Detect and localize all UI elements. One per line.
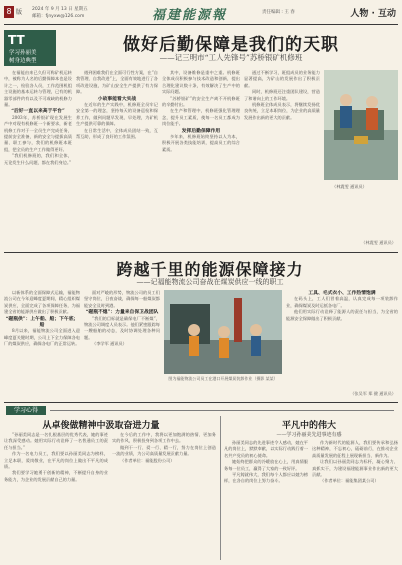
story1-headline: 做好后勤保障是我们的天职 <box>123 35 339 55</box>
page-number: 8 <box>4 6 14 18</box>
story2-byline: （张吴军 郑 健 通讯员） <box>350 391 396 396</box>
port-photo-illustration <box>164 290 282 374</box>
paragraph: （李学军 通讯员） <box>92 341 127 347</box>
story2-column-1 <box>4 290 80 398</box>
paragraph: 在今后的工作中，我将以更加饱满的热情、更加务实的作风，积极投身到各项工作中去。 <box>112 432 216 444</box>
responsible-editor: 责任编辑 : 王 春 <box>262 10 295 15</box>
paragraph: “孙丽美同志是一名扎根基层的优秀代表，她的事迹让我深受感动。她用实际行动诠释了一名普通员工的责任与担当。” <box>4 432 108 450</box>
paragraph: 遇到困难我们在全面可行性方案，在“自我管理、自我改进”上，全面有效地进行了各项改进设施，为矿山安全生产提供了有力保障。 <box>76 70 158 95</box>
story1-photo <box>324 70 398 180</box>
paragraph: 他们用实际行动诠释了能源人的责任与担当，为全省的能源安全保障做出了积极贡献。 <box>286 309 398 321</box>
masthead <box>4 4 398 25</box>
story4-headline: 平凡中的伟大 <box>281 421 336 431</box>
story4-column-1 <box>224 440 308 560</box>
story3-column-1 <box>4 432 108 560</box>
paragraph: 在近年的生产实践中，机修班全员牢记安全第一的理念，坚持每天的设备巡检和保养工作，做到问题早发现、早处理，为矿机生产提供可靠的保障。 <box>76 102 158 127</box>
paragraph: “我们的目标就是确保电厂不断煤”，物流公司调度人员表示。他们紧密跟踪每一艘船舶的动态，及时协调处理各种问题。 <box>84 315 160 340</box>
paragraph: （林震雯 通讯员） <box>332 184 367 189</box>
paragraph: 8月以来，福能物流公司全面进入迎峰度夏关键时期，公司上下全力保障各电厂的煤炭供应，确保各电厂的正常运转。 <box>4 328 80 347</box>
story2-column-2 <box>84 290 160 398</box>
column-tag: 学习心得 <box>6 406 46 415</box>
story2-photo-caption: 图为福能物流公司员工在港口开展煤炭装卸作业（摄影 某某） <box>168 376 278 381</box>
story4-column-2 <box>312 440 398 560</box>
paragraph: 我们要学习她勇于创新的精神，不断提升自身的业务能力，为企业的发展贡献自己的力量。 <box>4 470 108 482</box>
section-heading: 小故事能看大实战 <box>97 95 137 102</box>
paragraph: 做到干一行、爱一行、精一行，努力在岗位上创造一流的业绩，为公司高质量发展贡献力量。 <box>112 444 216 457</box>
paragraph: 面对严峻的形势，物流公司的员工们坚守岗位，日夜奋战，确保每一船煤炭都能安全及时到港。 <box>84 290 160 308</box>
paragraph: 通过不断学习，班组成员的业务能力显著提高，为矿山的发展作出了积极贡献。 <box>244 70 320 88</box>
paragraph: 其中，设备维修是重中之重。机修班全体成员积极参与技术改造和创新，提出合理化建议数十条，有效解决了生产中的实际问题。 <box>162 70 240 95</box>
story3-column-2 <box>112 432 216 560</box>
paragraph: 作为一名电力员工，我们要以孙丽美同志为榜样，立足本职，爱岗敬业，在平凡的岗位上做出不平凡的成绩。 <box>4 451 108 470</box>
story1-column-3 <box>162 70 240 248</box>
section-heading: 工具、毛式衣小、工作热情饱满 <box>308 290 376 296</box>
paragraph: 平凡铸就伟大，我们每个人都应以她为榜样，在各自的岗位上努力奋斗。 <box>224 472 308 484</box>
paragraph: 作为新时代的能源人，我们要传承和弘扬这种精神，不忘初心，砥砺前行，在推动企业高质量发展的征程上展现新担当、新作为。 <box>312 440 398 458</box>
paragraph: 机修班全体成员表示，将继续发扬优良传统，立足本职岗位，为企业的高质量发展作出新的更大的贡献。 <box>244 102 320 120</box>
paragraph: 在生产和管理中，机修班强化管理理念，提升员工素质，使每一名员工都成为岗位能手。 <box>162 108 240 127</box>
story4-subhead: ——学习孙丽美先进事迹有感 <box>276 432 342 438</box>
paragraph: 在码头上，工人们冒着高温，认真完成每一项装卸作业，确保煤炭及时运抵各电厂。 <box>286 296 398 308</box>
paragraph: （作者单位：福能股份公司） <box>120 457 175 463</box>
story1-subhead: ——记三明市“工人先锋号”苏桥银矿机修班 <box>159 53 303 62</box>
story1-column-5 <box>324 184 398 248</box>
story2-subhead: ——记福能物流公司奋战在煤炭供应一线的职工 <box>136 278 284 286</box>
story1-byline: （林震雯 通讯员） <box>361 240 396 245</box>
paragraph: 同时，机修班还注重团队建设，营造了和谐向上的工作环境。 <box>244 89 320 101</box>
paragraph: “苏桥银矿”的安全生产离不开机修班的辛勤付出。 <box>162 95 240 108</box>
story2-photo <box>164 290 282 374</box>
column-divider <box>220 416 221 560</box>
paragraph: 孙丽美同志的先进事迹令人感动，她在平凡的岗位上，默默奉献，以实际行动践行着一名共产党员的初心使命。 <box>224 440 308 458</box>
story3-headline: 从卓俊做精神中汲取奋进力量 <box>42 421 160 431</box>
section-divider <box>4 252 398 253</box>
paragraph: 在日常生活中，全体成员团结一致，互帮互助，形成了良好的工作氛围。 <box>76 127 158 140</box>
contact-email: 邮箱：fjnyxw@126.com <box>32 14 85 19</box>
story1-column-4 <box>244 70 320 248</box>
paragraph: 她始终把群众的冷暖放在心上，用真情服务每一位员工，赢得了大家的一致好评。 <box>224 459 308 471</box>
logo-mark: TT <box>8 33 25 47</box>
section-heading: “后好一直以来高于平台” <box>11 108 65 115</box>
workshop-photo-illustration <box>324 70 398 180</box>
newspaper-brand: 福建能源報 <box>152 8 228 23</box>
story2-column-3 <box>286 290 398 390</box>
story1-column-1 <box>4 70 72 248</box>
paragraph: （作者单位：福能集团某公司） <box>320 478 379 484</box>
story2-headline: 跨越千里的能源保障接力 <box>116 260 304 279</box>
band-rule <box>50 410 394 411</box>
section-heading: 发挥后勤保障作用 <box>181 127 221 134</box>
logo-line-2: 树身边典型 <box>9 58 37 64</box>
campaign-logo <box>4 30 56 66</box>
paragraph: 多年来，机修班始终坚持以人为本，积极开展各类技能培训，提高员工的综合素质。 <box>162 134 240 152</box>
paragraph: “我们机修班的，我们和全体，无论发生什么问题，都在我们身边。” <box>4 153 72 165</box>
section-title: 人物 · 互动 <box>350 9 396 19</box>
issue-date: 2024 年 9 月 13 日 星期五 <box>32 7 88 12</box>
page-label: 版 <box>16 9 23 16</box>
paragraph: 在福能由来已久但可称矿机运转中，被称为人名的后勤保障本也是设计之一，检验各人员，工作范围机组主设施的基本运转与管理，已有的机器零部件约有以及不可或缺的机修力量。 <box>4 70 72 108</box>
paragraph: 2003年，苏桥银矿现在发展生产中对现有机修班一个新要求，新老机修工作对于一全员生产完成任务，提前安全准备，新的安全与提拔高质量、职工参与，我们的机修班本班组，把全员的生产工作做得更好。 <box>4 114 72 152</box>
paragraph: 以新体系的全面保障式运输，福能物流公司在今年迎峰度夏期间，精心组织煤炭供应，全面完成了各项保障任务，为福建全省的能源供应做出了积极贡献。 <box>4 290 80 315</box>
section-heading: “磁瓶供”：上午船、船；下午底；船 <box>5 315 79 329</box>
section-heading: “磁瓶不熄”：力量来自保卫战团队 <box>85 309 159 316</box>
paragraph: 让我们以孙丽美同志为标杆，凝心聚力、真抓实干，为建设福建能源事业作出新的更大贡献。 <box>312 459 398 478</box>
story1-column-2 <box>76 70 158 248</box>
column-band <box>4 402 398 414</box>
logo-line-1: 学习孙丽美 <box>9 50 37 56</box>
